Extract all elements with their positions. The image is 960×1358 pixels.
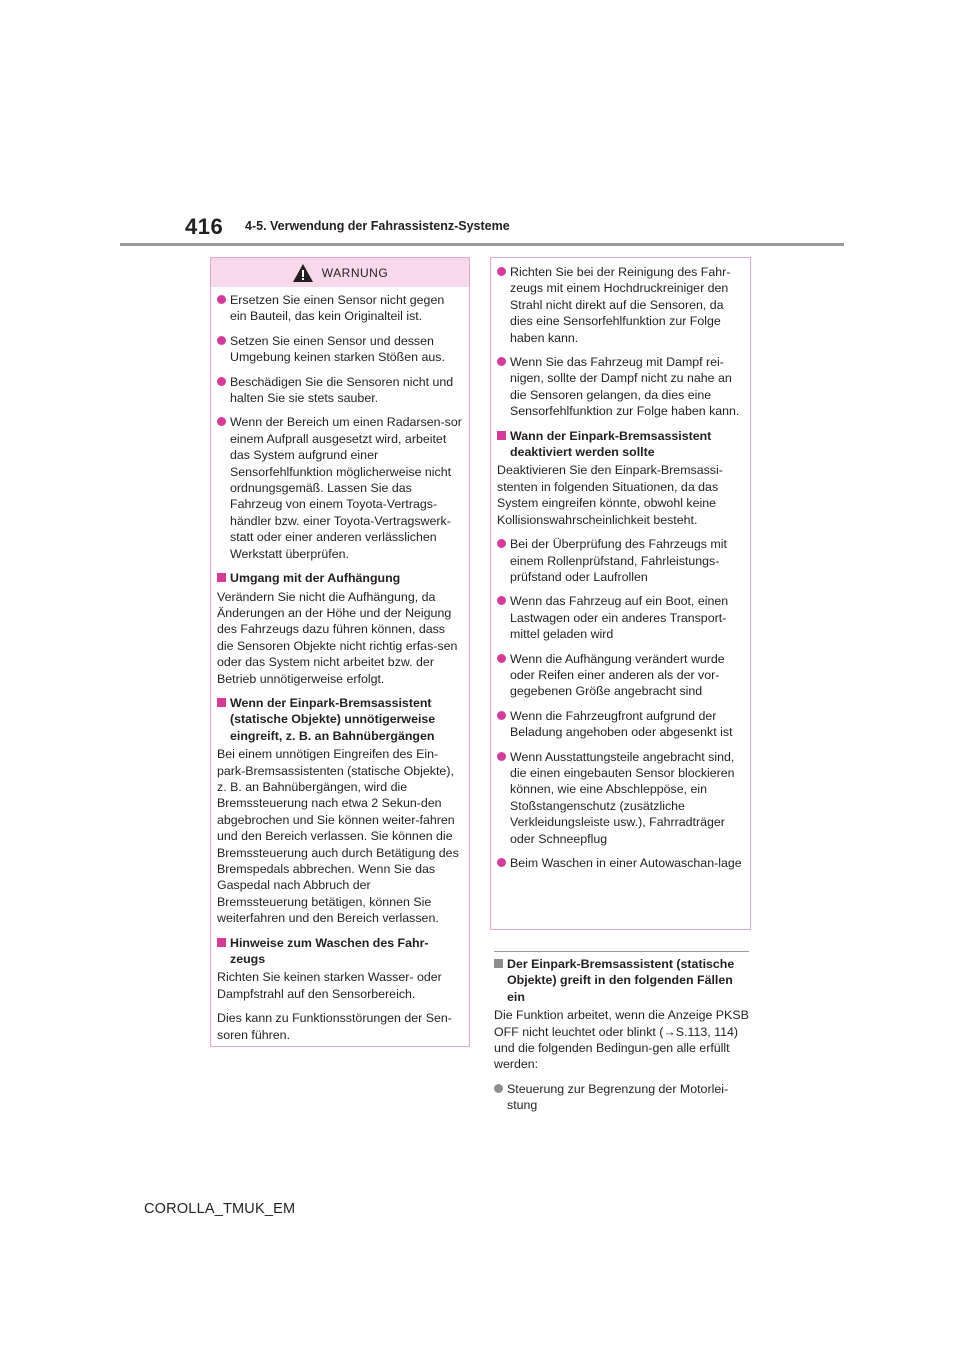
square-bullet-icon — [494, 959, 503, 968]
suspension-text: Verändern Sie nicht die Aufhängung, da Änderungen an der Höhe und der Neigung des Fahrzeugs dazu führen können, dass die Sensoren Objekte nicht richtig erfas-sen oder das System nicht arbeitet bzw. der Betrieb unnötigerweise erfolgt. — [217, 589, 458, 686]
bullet-text: Wenn Ausstattungsteile angebracht sind, die einen eingebauten Sensor blockieren können, wie eine Abschleppöse, ein Stoßstangenschutz (zusätzliche Verkleidungsleiste usw.), Fahrradträger oder Schneepflug — [510, 749, 735, 846]
list-item — [497, 264, 744, 346]
heading-text: Der Einpark-Bremsassistent (statische Objekte) greift in den folgenden Fällen ein — [507, 957, 735, 1004]
bullet-dot-icon — [497, 267, 506, 276]
warning-body — [211, 287, 469, 1043]
heading-text: Wenn der Einpark-Bremsassistent (statische Objekte) unnötigerweise eingreift, z. B. an Bahnübergängen — [230, 695, 436, 743]
bullet-text: Ersetzen Sie einen Sensor nicht gegen ein Bauteil, das kein Originalteil ist. — [230, 293, 445, 324]
list-item — [497, 536, 744, 585]
list-item — [217, 414, 463, 562]
list-item — [217, 374, 463, 407]
bullet-text: Beim Waschen in einer Autowaschan-lage — [510, 856, 742, 870]
lower-section — [494, 951, 749, 1122]
square-bullet-icon — [497, 431, 506, 440]
lower-text: Die Funktion arbeitet, wenn die Anzeige PKSB OFF nicht leuchtet oder blinkt (→S.113, 114) und die folgenden Bedingun-gen alle erfüllt werden: — [494, 1008, 749, 1072]
square-bullet-icon — [217, 938, 226, 947]
square-bullet-icon — [217, 573, 226, 582]
unnecessary-text: Bei einem unnötigen Eingreifen des Ein-park-Bremsassistenten (statische Objekte), z. B. an Bahnübergängen, wird die Bremssteuerung nach etwa 2 Sekun-den abgebrochen und Sie können weiter-fahren und den Bereich verlassen. Sie können die Bremssteuerung auch durch Betätigung des Bremspedals abbrechen. Wenn Sie das Gaspedal nach Abbruch der Bremssteuerung betätigen, können Sie weiterfahren und den Bereich verlassen. — [217, 747, 459, 926]
warning-label: WARNUNG — [321, 265, 389, 280]
bullet-dot-icon — [497, 357, 506, 366]
bullet-text: Wenn die Aufhängung verändert wurde oder Reifen einer anderen als der vor-gegebenen Größe angebracht sind — [510, 651, 725, 699]
footer-model-code: COROLLA_TMUK_EM — [144, 1201, 296, 1217]
bullet-dot-icon — [497, 654, 506, 663]
washing-text-1: Richten Sie keinen starken Wasser- oder Dampfstrahl auf den Sensorbereich. — [217, 970, 442, 1001]
list-item — [497, 708, 744, 741]
bullet-dot-icon — [217, 377, 226, 386]
bullet-dot-icon — [494, 1084, 503, 1093]
bullet-dot-icon — [217, 417, 226, 426]
list-item — [497, 749, 744, 847]
bullet-text: Wenn das Fahrzeug auf ein Boot, einen Lastwagen oder ein anderes Transport-mittel geladen wird — [510, 594, 729, 642]
bullet-dot-icon — [217, 336, 226, 345]
bullet-text: Wenn die Fahrzeugfront aufgrund der Beladung angehoben oder abgesenkt ist — [510, 708, 733, 740]
bullet-dot-icon — [497, 596, 506, 605]
heading-text: Wann der Einpark-Bremsassistent deaktiviert werden sollte — [510, 428, 712, 460]
list-item — [497, 855, 744, 871]
list-item — [494, 1081, 749, 1114]
bullet-dot-icon — [497, 539, 506, 548]
bullet-text: Steuerung zur Begrenzung der Motorlei-stung — [507, 1081, 729, 1113]
bullet-dot-icon — [497, 752, 506, 761]
heading-text: Hinweise zum Waschen des Fahr-zeugs — [230, 935, 429, 967]
deactivate-text: Deaktivieren Sie den Einpark-Bremsassi-stenten in folgenden Situationen, da das System eingreifen könnte, obwohl keine Kollisionswahrscheinlichkeit besteht. — [497, 463, 723, 527]
bullet-text: Beschädigen Sie die Sensoren nicht und halten Sie sie stets sauber. — [230, 374, 454, 406]
warning-triangle-icon — [292, 263, 314, 283]
unnecessary-heading — [217, 695, 463, 744]
square-bullet-icon — [217, 698, 226, 707]
bullet-dot-icon — [497, 711, 506, 720]
lower-rule — [494, 951, 749, 952]
bullet-dot-icon — [217, 295, 226, 304]
warning-body-continued — [491, 258, 750, 871]
heading-text: Umgang mit der Aufhängung — [230, 571, 401, 586]
warning-header — [211, 258, 469, 287]
page-number: 416 — [185, 214, 224, 239]
list-item — [497, 354, 744, 420]
deactivate-heading — [497, 428, 744, 461]
section-title: 4-5. Verwendung der Fahrassistenz-Systeme — [245, 219, 510, 233]
warning-box-continued — [490, 257, 751, 930]
washing-heading — [217, 935, 463, 968]
list-item — [497, 593, 744, 642]
suspension-heading — [217, 570, 463, 586]
bullet-text: Wenn Sie das Fahrzeug mit Dampf rei-nigen, sollte der Dampf nicht zu nahe an die Sensoren gelangen, da dies eine Sensorfehlfunktion zur Folge haben kann. — [510, 355, 740, 419]
list-item — [497, 651, 744, 700]
bullet-text: Wenn der Bereich um einen Radarsen-sor einem Aufprall ausgesetzt wird, arbeitet das System aufgrund einer Sensorfehlfunktion möglicherweise nicht ordnungsgemäß. Lassen Sie das Fahrzeug von einem Toyota-Vertrags-händler bzw. einer Toyota-Vertragswerk-statt oder einer anderen verlässlichen Werkstatt überprüfen. — [230, 415, 462, 561]
list-item — [217, 292, 463, 325]
bullet-dot-icon — [497, 858, 506, 867]
bullet-text: Bei der Überprüfung des Fahrzeugs mit einem Rollenprüfstand, Fahrleistungs-prüfstand oder Laufrollen — [510, 537, 727, 584]
washing-text-2: Dies kann zu Funktionsstörungen der Sen-soren führen. — [217, 1011, 452, 1042]
bullet-text: Setzen Sie einen Sensor und dessen Umgebung keinen starken Stößen aus. — [230, 333, 445, 365]
header-rule — [120, 243, 844, 246]
list-item — [217, 333, 463, 366]
bullet-text: Richten Sie bei der Reinigung des Fahr-zeugs mit einem Hochdruckreiniger den Strahl nicht direkt auf die Sensoren, da dies eine Sensorfehlfunktion zur Folge haben kann. — [510, 265, 731, 345]
lower-heading — [494, 956, 749, 1005]
warning-box — [210, 257, 470, 1047]
